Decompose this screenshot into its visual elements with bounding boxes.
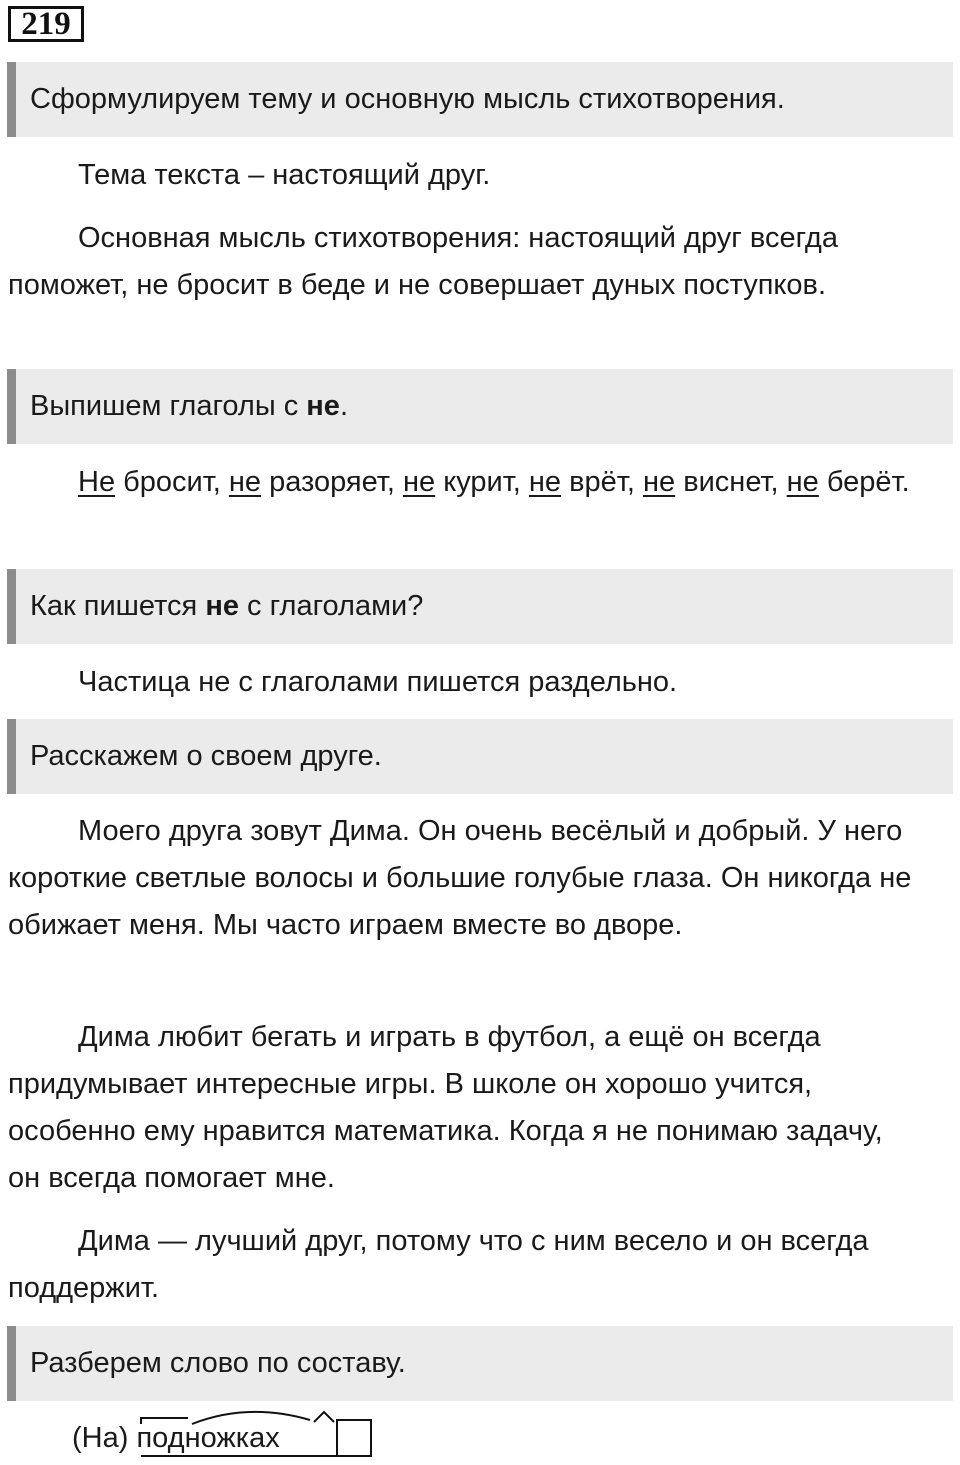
question-text — [30, 369, 348, 444]
question-box — [7, 62, 953, 137]
answer-paragraph: Дима любит бегать и играть в футбол, а ещё он всегда придумывает интересные игры. В школе он хорошо учится, особенно ему нравится математика. Когда я не понимаю задачу, он всегда помогает мне. — [8, 1021, 883, 1194]
answer-paragraph: Основная мысль стихотворения: настоящий друг всегда поможет, не бросит в беде и не совершает дуных поступков. — [8, 222, 838, 301]
question-box — [7, 569, 953, 644]
prefix-mark — [141, 1418, 188, 1424]
morpheme-analysis — [72, 1418, 280, 1458]
verb: курит, — [435, 466, 529, 498]
morpheme-prefix-text: (На) — [72, 1422, 129, 1454]
question-box — [7, 1326, 953, 1401]
question-box — [7, 369, 953, 444]
question-text — [30, 569, 423, 644]
question-text-part: Выпишем глаголы с — [30, 390, 307, 422]
verb: виснет, — [675, 466, 787, 498]
particle-ne: не — [786, 466, 819, 498]
ending-box — [337, 1420, 371, 1456]
question-text-part: Как пишется — [30, 590, 206, 622]
task-number: 219 — [8, 6, 84, 42]
verb: врёт, — [561, 466, 643, 498]
answer-paragraph: Дима — лучший друг, потому что с ним весело и он всегда поддержит. — [8, 1225, 869, 1304]
question-text-part: Сформулируем тему и основную мысль стихотворения. — [30, 83, 785, 115]
question-keyword: не — [205, 590, 239, 622]
particle-ne: не — [403, 466, 436, 498]
root-arc-mark — [192, 1412, 310, 1424]
particle-ne: не — [528, 466, 562, 498]
verb: бросит, — [115, 466, 229, 498]
analyzed-word: подножках — [136, 1422, 280, 1454]
question-text — [30, 62, 785, 137]
verbs-paragraph — [8, 459, 918, 506]
question-text — [30, 1326, 406, 1401]
suffix-mark — [314, 1412, 334, 1422]
particle-ne: не — [642, 466, 676, 498]
verb: разоряет, — [261, 466, 403, 498]
answer-paragraph: Частица не с глаголами пишется раздельно. — [78, 666, 678, 698]
particle-ne: не — [228, 466, 262, 498]
answer-paragraph: Тема текста – настоящий друг. — [78, 159, 491, 191]
question-keyword: не — [306, 390, 340, 422]
verb: берёт. — [818, 466, 910, 498]
question-text-part: . — [339, 390, 348, 422]
question-box — [7, 719, 953, 794]
question-text-part: Разберем слово по составу. — [30, 1347, 406, 1379]
answer-paragraph: Моего друга зовут Дима. Он очень весёлый и добрый. У него короткие светлые волосы и большие голубые глаза. Он никогда не обижает меня. Мы часто играем вместе во дворе. — [8, 815, 912, 941]
question-text — [30, 719, 382, 794]
question-text-part: Расскажем о своем друге. — [30, 740, 382, 772]
particle-ne: Не — [78, 466, 116, 498]
morpheme-marks — [138, 1418, 378, 1458]
question-text-part: с глаголами? — [238, 590, 424, 622]
